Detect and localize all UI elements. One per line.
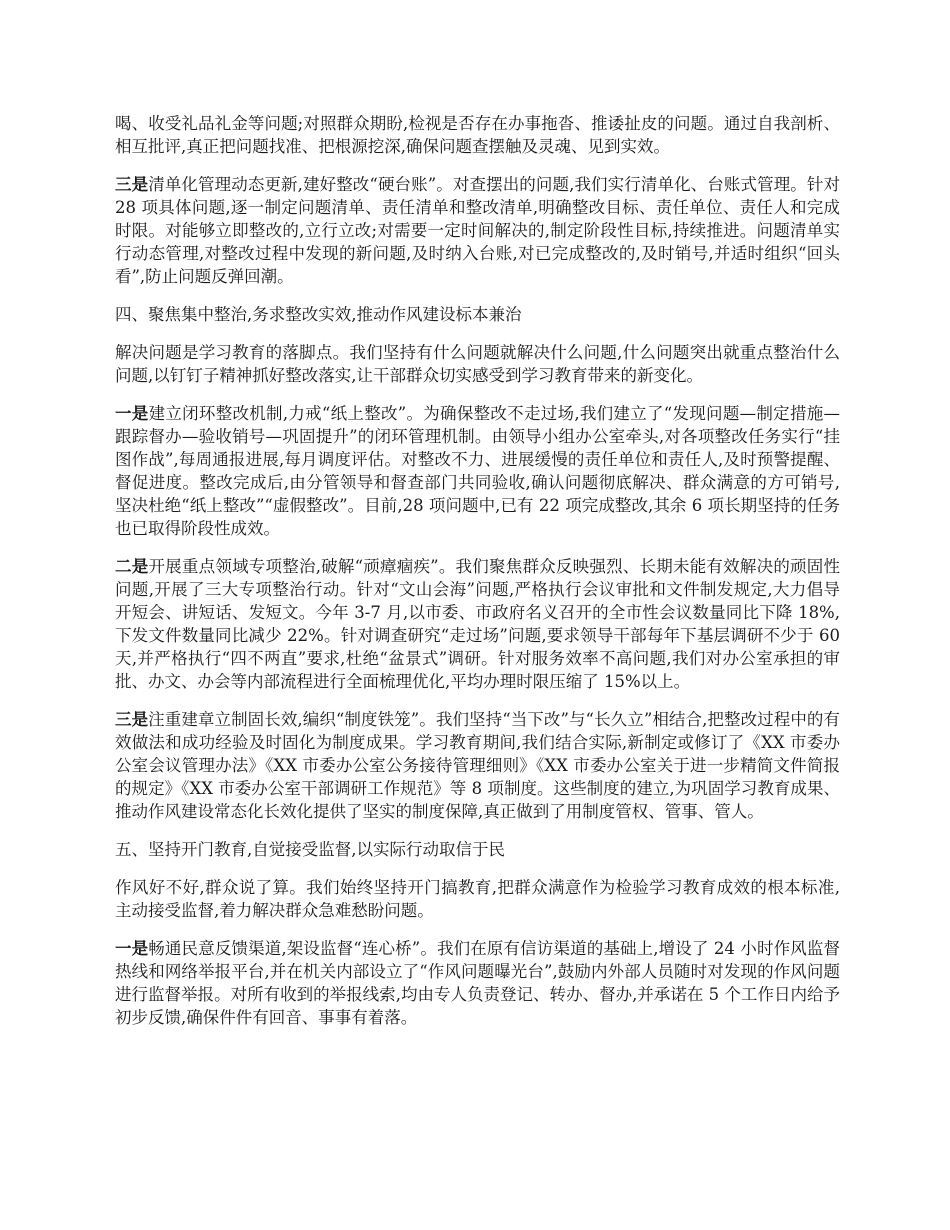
paragraph-text: 注重建章立制固长效,编织“制度铁笼”。我们坚持“当下改”与“长久立”相结合,把整改过程中的有效做法和成功经验及时固化为制度成果。学习教育期间,我们结合实际,新制定或修订了《XX 市委办公室会议管理办法》《XX 市委办公室公务接待管理细则》《XX 市委办公室关于进一步精简文件简报的规定》《XX 市委办公室干部调研工作规范》等 8 项制度。这些制度的建立,为巩固学习教育成果、推动作风建设常态化长效化提供了坚实的制度保障,真正做到了用制度管权、管事、管人。 xyxy=(115,710,840,821)
paragraph-lead: 二是 xyxy=(115,557,149,576)
paragraph-10 xyxy=(115,937,840,1029)
paragraph-text: 建立闭环整改机制,力戒“纸上整改”。为确保整改不走过场,我们建立了“发现问题—制定措施—跟踪督办—验收销号—巩固提升”的闭环管理机制。由领导小组办公室牵头,对各项整改任务实行“挂图作战”,每周通报进展,每月调度评估。对整改不力、进展缓慢的责任单位和责任人,及时预警提醒、督促进度。整改完成后,由分管领导和督查部门共同验收,确认问题彻底解决、群众满意的方可销号,坚决杜绝“纸上整改”“虚假整改”。目前,28 项问题中,已有 22 项完成整改,其余 6 项长期坚持的任务也已取得阶段性成效。 xyxy=(115,404,841,538)
section-heading-text: 五、坚持开门教育,自觉接受监督,以实际行动取信于民 xyxy=(115,840,505,859)
paragraph-text: 清单化管理动态更新,建好整改“硬台账”。对查摆出的问题,我们实行清单化、台账式管理。针对 28 项具体问题,逐一制定问题清单、责任清单和整改清单,明确整改目标、责任单位、责任人和完成时限。对能够立即整改的,立行立改;对需要一定时间解决的,制定阶段性目标,持续推进。问题清单实行动态管理,对整改过程中发现的新问题,及时纳入台账,对已完成整改的,及时销号,并适时组织“回头看”,防止问题反弹回潮。 xyxy=(115,175,840,286)
paragraph-6 xyxy=(115,555,840,693)
paragraph-7 xyxy=(115,708,840,823)
paragraph-text: 开展重点领域专项整治,破解“顽瘴痼疾”。我们聚焦群众反映强烈、长期未能有效解决的顽固性问题,开展了三大专项整治行动。针对“文山会海”问题,严格执行会议审批和文件制发规定,大力倡导开短会、讲短话、发短文。今年 3-7 月,以市委、市政府名义召开的全市性会议数量同比下降 18%,下发文件数量同比减少 22%。针对调查研究“走过场”问题,要求领导干部每年下基层调研不少于 60 天,并严格执行“四不两直”要求,杜绝“盆景式”调研。针对服务效率不高问题,我们对办公室承担的审批、办文、办会等内部流程进行全面梳理优化,平均办理时限压缩了 15%以上。 xyxy=(115,557,840,691)
paragraph-2 xyxy=(115,173,840,288)
section-heading-4 xyxy=(115,303,840,326)
paragraph-text: 喝、收受礼品礼金等问题;对照群众期盼,检视是否存在办事拖沓、推诿扯皮的问题。通过自我剖析、相互批评,真正把问题找准、把根源挖深,确保问题查摆触及灵魂、见到实效。 xyxy=(115,114,840,156)
paragraph-lead: 一是 xyxy=(115,939,149,958)
paragraph-9 xyxy=(115,876,840,922)
paragraph-text: 畅通民意反馈渠道,架设监督“连心桥”。我们在原有信访渠道的基础上,增设了 24 小时作风监督热线和网络举报平台,并在机关内部设立了“作风问题曝光台”,鼓励内外部人员随时对发现的作风问题进行监督举报。对所有收到的举报线索,均由专人负责登记、转办、督办,并承诺在 5 个工作日内给予初步反馈,确保件件有回音、事事有着落。 xyxy=(115,939,840,1027)
paragraph-1 xyxy=(115,112,840,158)
document-body xyxy=(115,112,840,1044)
paragraph-lead: 一是 xyxy=(115,404,149,423)
paragraph-text: 作风好不好,群众说了算。我们始终坚持开门搞教育,把群众满意作为检验学习教育成效的根本标准,主动接受监督,着力解决群众急难愁盼问题。 xyxy=(115,878,840,920)
section-heading-text: 四、聚焦集中整治,务求整改实效,推动作风建设标本兼治 xyxy=(115,305,522,324)
paragraph-lead: 三是 xyxy=(115,710,149,729)
paragraph-4 xyxy=(115,341,840,387)
section-heading-5 xyxy=(115,838,840,861)
paragraph-lead: 三是 xyxy=(115,175,149,194)
paragraph-5 xyxy=(115,402,840,540)
paragraph-text: 解决问题是学习教育的落脚点。我们坚持有什么问题就解决什么问题,什么问题突出就重点整治什么问题,以钉钉子精神抓好整改落实,让干部群众切实感受到学习教育带来的新变化。 xyxy=(115,343,840,385)
